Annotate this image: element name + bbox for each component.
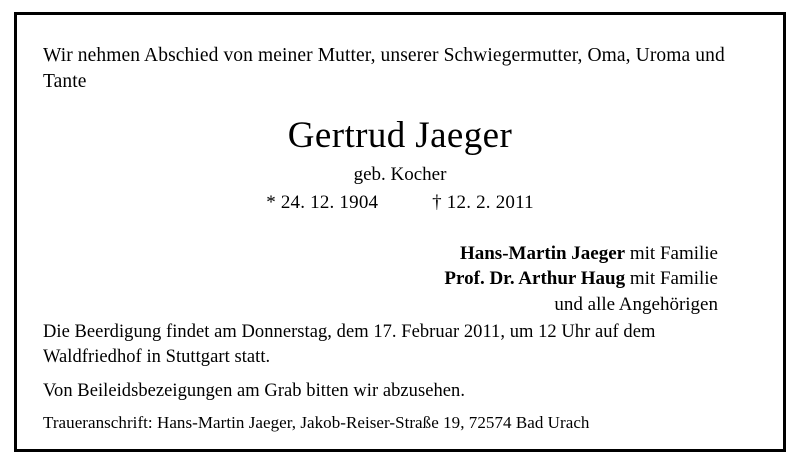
mourners-block [43,241,757,317]
mourner-suffix: mit Familie [625,268,718,290]
mourners-closing: und alle Angehörigen [554,293,718,315]
mourner-name: Prof. Dr. Arthur Haug [444,268,626,290]
life-dates [43,192,757,214]
funeral-details: Die Beerdigung findet am Donnerstag, dem 17. Februar 2011, um 12 Uhr auf dem Waldfriedhof in Stuttgart statt. [43,322,656,367]
footer-block [43,320,757,433]
mourner-suffix: mit Familie [625,243,718,265]
birth-date: * 24. 12. 1904 [266,192,379,214]
deceased-name: Gertrud Jaeger [287,115,513,157]
mourner-line [43,266,718,291]
mourner-name: Hans-Martin Jaeger [459,243,626,265]
obituary-content [17,15,783,449]
mourner-line [43,241,718,266]
obituary-notice [14,12,786,452]
intro-text: Wir nehmen Abschied von meiner Mutter, unserer Schwiegermutter, Oma, Uroma und Tante [43,45,725,92]
death-date: † 12. 2. 2011 [432,192,534,214]
mourning-address: Traueranschrift: Hans-Martin Jaeger, Jakob-Reiser-Straße 19, 72574 Bad Urach [43,413,590,432]
condolence-note: Von Beileidsbezeigungen am Grab bitten wir abzusehen. [43,381,466,401]
maiden-name: geb. Kocher [353,164,447,186]
name-block [43,116,757,214]
